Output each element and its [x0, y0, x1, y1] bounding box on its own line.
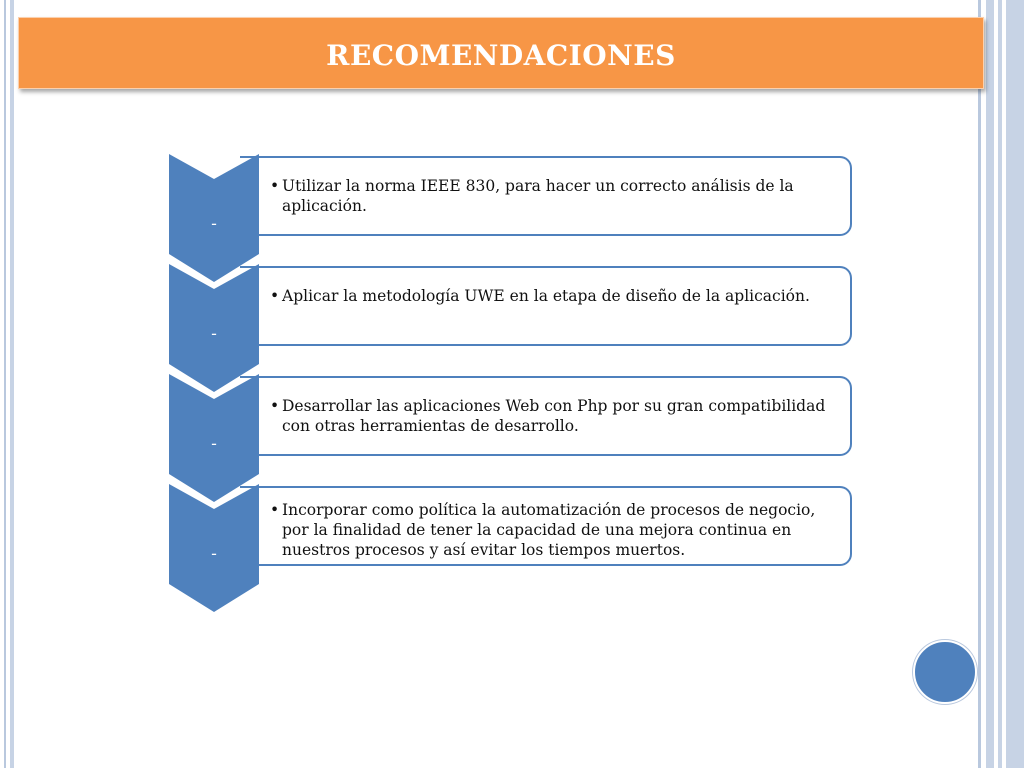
bullet-icon: •: [270, 397, 280, 415]
frame-line-right-4: [1006, 0, 1024, 768]
bullet-icon: •: [270, 177, 280, 195]
frame-line-right-2: [986, 0, 994, 768]
recommendation-text-1: • Utilizar la norma IEEE 830, para hacer un correcto análisis de la aplicación.: [270, 177, 794, 215]
bullet-icon: •: [270, 287, 280, 305]
recommendation-text-2: • Aplicar la metodología UWE en la etapa de diseño de la aplicación.: [270, 287, 810, 305]
frame-line-right-3: [998, 0, 1002, 768]
frame-line-left-inner: [10, 0, 14, 768]
chevron-4: [169, 484, 259, 614]
chevron-marker-2: -: [211, 324, 217, 343]
chevron-marker-3: -: [211, 434, 217, 453]
slide-title: RECOMENDACIONES: [326, 38, 676, 72]
recommendation-box-4: [240, 486, 852, 566]
frame-line-left: [4, 0, 6, 768]
recommendation-text-3: • Desarrollar las aplicaciones Web con Php por su gran compatibilidad con otras herramientas de desarrollo.: [270, 397, 826, 435]
chevron-marker-4: -: [211, 544, 217, 563]
recommendation-text-4: • Incorporar como política la automatización de procesos de negocio, por la finalidad de tener la capacidad de una mejora continua en nuestros procesos y así evitar los tiempos muertos.: [270, 501, 816, 559]
frame-line-right: [978, 0, 981, 768]
recommendation-box-3: [240, 376, 852, 456]
bullet-icon: •: [270, 501, 280, 519]
recommendation-box-1: [240, 156, 852, 236]
chevron-marker-1: -: [211, 214, 217, 233]
decorative-circle-icon: [913, 640, 977, 704]
recommendation-box-2: [240, 266, 852, 346]
title-bar: [18, 17, 984, 89]
